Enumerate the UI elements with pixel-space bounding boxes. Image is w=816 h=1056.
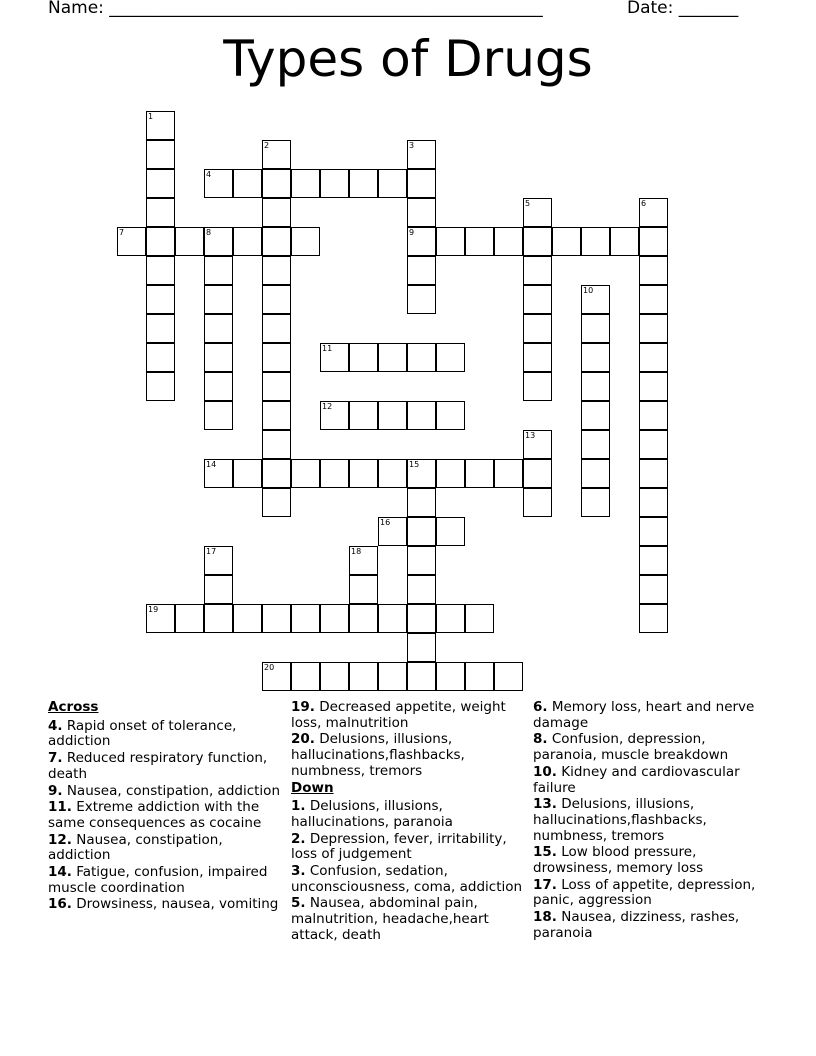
grid-cell[interactable] bbox=[639, 488, 668, 517]
grid-cell[interactable] bbox=[146, 604, 175, 633]
cell-number: 17 bbox=[206, 547, 217, 556]
grid-cell[interactable] bbox=[320, 169, 349, 198]
grid-cell[interactable] bbox=[262, 140, 291, 169]
clues-column-2 bbox=[291, 700, 526, 945]
grid-cell[interactable] bbox=[494, 459, 523, 488]
grid-cell[interactable] bbox=[610, 227, 639, 256]
grid-cell[interactable] bbox=[378, 662, 407, 691]
grid-cell[interactable] bbox=[146, 372, 175, 401]
grid-cell[interactable] bbox=[407, 633, 436, 662]
grid-cell[interactable] bbox=[378, 343, 407, 372]
grid-cell[interactable] bbox=[581, 343, 610, 372]
grid-cell[interactable] bbox=[262, 256, 291, 285]
grid-cell[interactable] bbox=[436, 343, 465, 372]
clue-across-16: 16. Drowsiness, nausea, vomiting bbox=[48, 896, 279, 913]
grid-cell[interactable] bbox=[494, 227, 523, 256]
cell-number: 16 bbox=[380, 518, 391, 527]
clue-across-12: 12. Nausea, constipation, addiction bbox=[48, 831, 223, 864]
clue-across-11: 11. Extreme addiction with the same consequences as cocaine bbox=[48, 799, 262, 831]
grid-cell[interactable] bbox=[204, 285, 233, 314]
grid-cell[interactable] bbox=[146, 227, 175, 256]
grid-cell[interactable] bbox=[639, 604, 668, 633]
clue-across-14: 14. Fatigue, confusion, impaired muscle coordination bbox=[48, 864, 268, 896]
grid-cell[interactable] bbox=[262, 430, 291, 459]
date-field[interactable]: Date: _______ bbox=[627, 0, 739, 18]
clue-down-3: 3. Confusion, sedation, unconsciousness, coma, addiction bbox=[291, 863, 523, 895]
grid-cell[interactable] bbox=[349, 575, 378, 604]
grid-cell[interactable] bbox=[233, 169, 262, 198]
down-heading: Down bbox=[291, 779, 334, 796]
grid-cell[interactable] bbox=[146, 111, 175, 140]
grid-cell[interactable] bbox=[349, 169, 378, 198]
cell-number: 7 bbox=[119, 228, 125, 237]
grid-cell[interactable] bbox=[436, 662, 465, 691]
grid-cell[interactable] bbox=[117, 227, 146, 256]
grid-cell[interactable] bbox=[523, 227, 552, 256]
grid-cell[interactable] bbox=[523, 430, 552, 459]
grid-cell[interactable] bbox=[407, 488, 436, 517]
grid-cell[interactable] bbox=[378, 169, 407, 198]
grid-cell[interactable] bbox=[262, 227, 291, 256]
grid-cell[interactable] bbox=[204, 604, 233, 633]
cell-number: 6 bbox=[641, 199, 647, 208]
grid-cell[interactable] bbox=[465, 604, 494, 633]
cell-number: 5 bbox=[525, 199, 531, 208]
grid-cell[interactable] bbox=[581, 227, 610, 256]
grid-cell[interactable] bbox=[523, 372, 552, 401]
clue-down-15: 15. Low blood pressure, drowsiness, memory loss bbox=[533, 844, 704, 877]
grid-cell[interactable] bbox=[349, 604, 378, 633]
cell-number: 10 bbox=[583, 286, 594, 295]
grid-cell[interactable] bbox=[378, 459, 407, 488]
grid-cell[interactable] bbox=[436, 459, 465, 488]
cell-number: 11 bbox=[322, 344, 333, 353]
grid-cell[interactable] bbox=[639, 314, 668, 343]
grid-cell[interactable] bbox=[233, 604, 262, 633]
grid-cell[interactable] bbox=[349, 459, 378, 488]
grid-cell[interactable] bbox=[204, 372, 233, 401]
grid-cell[interactable] bbox=[204, 575, 233, 604]
grid-cell[interactable] bbox=[204, 459, 233, 488]
grid-cell[interactable] bbox=[407, 459, 436, 488]
grid-cell[interactable] bbox=[146, 198, 175, 227]
grid-cell[interactable] bbox=[204, 169, 233, 198]
grid-cell[interactable] bbox=[407, 285, 436, 314]
grid-cell[interactable] bbox=[320, 343, 349, 372]
grid-cell[interactable] bbox=[233, 459, 262, 488]
grid-cell[interactable] bbox=[233, 227, 262, 256]
grid-cell[interactable] bbox=[407, 604, 436, 633]
cell-number: 13 bbox=[525, 431, 536, 440]
grid-cell[interactable] bbox=[204, 401, 233, 430]
grid-cell[interactable] bbox=[407, 575, 436, 604]
grid-cell[interactable] bbox=[523, 285, 552, 314]
grid-cell[interactable] bbox=[581, 488, 610, 517]
grid-cell[interactable] bbox=[291, 227, 320, 256]
grid-cell[interactable] bbox=[407, 256, 436, 285]
grid-cell[interactable] bbox=[581, 372, 610, 401]
grid-cell[interactable] bbox=[291, 459, 320, 488]
cell-number: 4 bbox=[206, 170, 212, 179]
grid-cell[interactable] bbox=[523, 488, 552, 517]
grid-cell[interactable] bbox=[291, 662, 320, 691]
page-title: Types of Drugs bbox=[223, 30, 593, 88]
clue-down-17: 17. Loss of appetite, depression, panic, aggression bbox=[533, 876, 756, 909]
cell-number: 9 bbox=[409, 228, 415, 237]
grid-cell[interactable] bbox=[639, 575, 668, 604]
cell-number: 14 bbox=[206, 460, 217, 469]
clue-across-9: 9. Nausea, constipation, addiction bbox=[48, 782, 280, 799]
clue-across-4: 4. Rapid onset of tolerance, addiction bbox=[48, 717, 237, 750]
grid-cell[interactable] bbox=[581, 430, 610, 459]
grid-cell[interactable] bbox=[378, 604, 407, 633]
grid-cell[interactable] bbox=[320, 459, 349, 488]
clues-column-3 bbox=[533, 700, 768, 943]
clue-down-2: 2. Depression, fever, irritability, loss of judgement bbox=[291, 830, 507, 863]
grid-cell[interactable] bbox=[320, 401, 349, 430]
grid-cell[interactable] bbox=[204, 546, 233, 575]
grid-cell[interactable] bbox=[175, 227, 204, 256]
grid-cell[interactable] bbox=[349, 401, 378, 430]
grid-cell[interactable] bbox=[639, 546, 668, 575]
grid-cell[interactable] bbox=[262, 198, 291, 227]
grid-cell[interactable] bbox=[378, 517, 407, 546]
grid-cell[interactable] bbox=[407, 662, 436, 691]
grid-cell[interactable] bbox=[291, 169, 320, 198]
grid-cell[interactable] bbox=[581, 459, 610, 488]
grid-cell[interactable] bbox=[436, 604, 465, 633]
grid-cell[interactable] bbox=[262, 169, 291, 198]
cell-number: 20 bbox=[264, 663, 275, 672]
grid-cell[interactable] bbox=[465, 662, 494, 691]
name-field[interactable]: Name: ___________________________________________________ bbox=[48, 0, 543, 18]
grid-cell[interactable] bbox=[639, 285, 668, 314]
grid-cell[interactable] bbox=[291, 604, 320, 633]
grid-cell[interactable] bbox=[204, 343, 233, 372]
grid-cell[interactable] bbox=[523, 198, 552, 227]
cell-number: 3 bbox=[409, 141, 415, 150]
grid-cell[interactable] bbox=[262, 314, 291, 343]
clues-column-1 bbox=[48, 700, 283, 914]
grid-cell[interactable] bbox=[146, 314, 175, 343]
grid-cell[interactable] bbox=[320, 604, 349, 633]
cell-number: 18 bbox=[351, 547, 362, 556]
grid-cell[interactable] bbox=[262, 604, 291, 633]
grid-cell[interactable] bbox=[407, 140, 436, 169]
clue-down-10: 10. Kidney and cardiovascular failure bbox=[533, 763, 740, 796]
cell-number: 8 bbox=[206, 228, 212, 237]
clue-across-19: 19. Decreased appetite, weight loss, malnutrition bbox=[291, 699, 506, 731]
grid-cell[interactable] bbox=[262, 372, 291, 401]
grid-cell[interactable] bbox=[262, 343, 291, 372]
grid-cell[interactable] bbox=[523, 314, 552, 343]
clue-down-5: 5. Nausea, abdominal pain, malnutrition, headache,heart attack, death bbox=[291, 895, 489, 943]
grid-cell[interactable] bbox=[436, 517, 465, 546]
grid-cell[interactable] bbox=[436, 401, 465, 430]
grid-cell[interactable] bbox=[581, 314, 610, 343]
grid-cell[interactable] bbox=[204, 227, 233, 256]
grid-cell[interactable] bbox=[407, 401, 436, 430]
cell-number: 19 bbox=[148, 605, 159, 614]
clue-down-1: 1. Delusions, illusions, hallucinations, paranoia bbox=[291, 798, 453, 830]
grid-cell[interactable] bbox=[639, 227, 668, 256]
grid-cell[interactable] bbox=[407, 198, 436, 227]
grid-cell[interactable] bbox=[465, 227, 494, 256]
grid-cell[interactable] bbox=[349, 662, 378, 691]
grid-cell[interactable] bbox=[494, 662, 523, 691]
grid-cell[interactable] bbox=[523, 343, 552, 372]
grid-cell[interactable] bbox=[523, 459, 552, 488]
grid-cell[interactable] bbox=[523, 256, 552, 285]
grid-cell[interactable] bbox=[407, 343, 436, 372]
grid-cell[interactable] bbox=[407, 169, 436, 198]
grid-cell[interactable] bbox=[146, 169, 175, 198]
grid-cell[interactable] bbox=[262, 459, 291, 488]
grid-cell[interactable] bbox=[465, 459, 494, 488]
clue-across-7: 7. Reduced respiratory function, death bbox=[48, 750, 268, 782]
clue-across-20: 20. Delusions, illusions, hallucinations,flashbacks, numbness, tremors bbox=[291, 731, 465, 779]
grid-cell[interactable] bbox=[262, 662, 291, 691]
grid-cell[interactable] bbox=[175, 604, 204, 633]
grid-cell[interactable] bbox=[262, 401, 291, 430]
grid-cell[interactable] bbox=[262, 285, 291, 314]
grid-cell[interactable] bbox=[639, 459, 668, 488]
grid-cell[interactable] bbox=[204, 256, 233, 285]
grid-cell[interactable] bbox=[378, 401, 407, 430]
grid-cell[interactable] bbox=[146, 343, 175, 372]
grid-cell[interactable] bbox=[639, 430, 668, 459]
grid-cell[interactable] bbox=[639, 372, 668, 401]
clue-down-8: 8. Confusion, depression, paranoia, muscle breakdown bbox=[533, 731, 729, 764]
grid-cell[interactable] bbox=[320, 662, 349, 691]
grid-cell[interactable] bbox=[407, 517, 436, 546]
clue-down-6: 6. Memory loss, heart and nerve damage bbox=[533, 699, 755, 731]
grid-cell[interactable] bbox=[262, 488, 291, 517]
grid-cell[interactable] bbox=[146, 140, 175, 169]
grid-cell[interactable] bbox=[581, 401, 610, 430]
grid-cell[interactable] bbox=[146, 256, 175, 285]
grid-cell[interactable] bbox=[639, 517, 668, 546]
cell-number: 15 bbox=[409, 460, 420, 469]
cell-number: 1 bbox=[148, 112, 154, 121]
grid-cell[interactable] bbox=[349, 343, 378, 372]
clue-down-18: 18. Nausea, dizziness, rashes, paranoia bbox=[533, 909, 740, 941]
grid-cell[interactable] bbox=[639, 256, 668, 285]
clue-down-13: 13. Delusions, illusions, hallucinations,flashbacks, numbness, tremors bbox=[533, 796, 707, 844]
grid-cell[interactable] bbox=[639, 401, 668, 430]
grid-cell[interactable] bbox=[552, 227, 581, 256]
grid-cell[interactable] bbox=[436, 227, 465, 256]
across-heading: Across bbox=[48, 699, 99, 715]
grid-cell[interactable] bbox=[407, 546, 436, 575]
grid-cell[interactable] bbox=[146, 285, 175, 314]
grid-cell[interactable] bbox=[407, 227, 436, 256]
grid-cell[interactable] bbox=[581, 285, 610, 314]
cell-number: 12 bbox=[322, 402, 333, 411]
cell-number: 2 bbox=[264, 141, 270, 150]
grid-cell[interactable] bbox=[639, 343, 668, 372]
grid-cell[interactable] bbox=[349, 546, 378, 575]
grid-cell[interactable] bbox=[639, 198, 668, 227]
grid-cell[interactable] bbox=[204, 314, 233, 343]
